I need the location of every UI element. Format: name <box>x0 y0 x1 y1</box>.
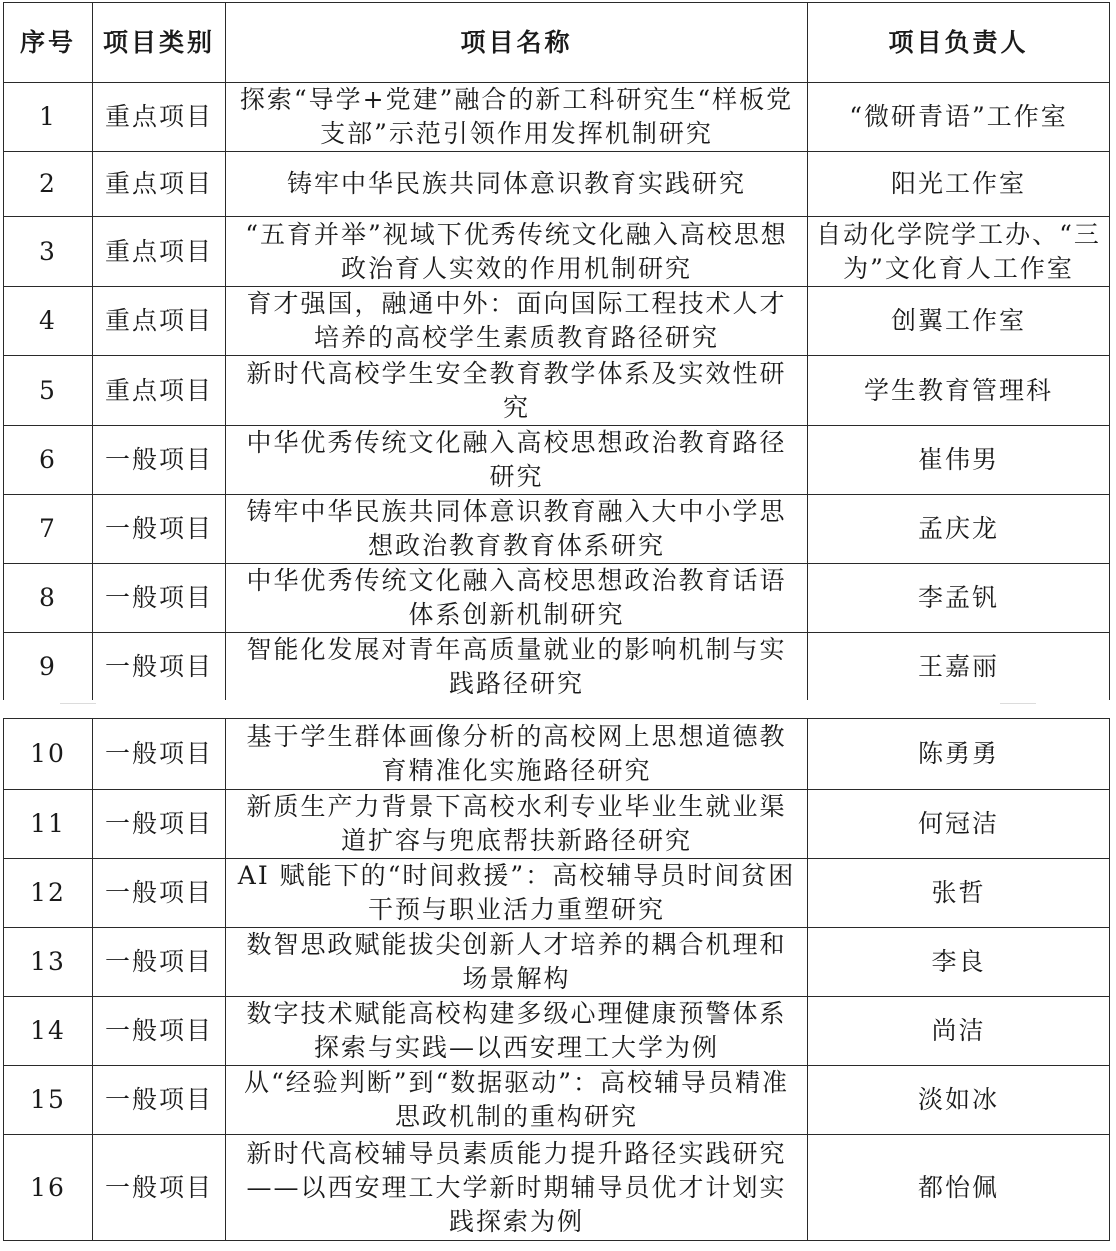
row-index: 1 <box>4 83 93 152</box>
row-index: 15 <box>4 1066 93 1135</box>
row-owner: 阳光工作室 <box>808 152 1110 217</box>
page-break-mark <box>1000 703 1036 704</box>
row-owner: 张哲 <box>808 859 1110 928</box>
row-category: 重点项目 <box>93 83 226 152</box>
row-category: 一般项目 <box>93 1135 226 1241</box>
page-break-mark <box>60 703 96 704</box>
table-row <box>4 217 1110 287</box>
row-index: 2 <box>4 152 93 217</box>
row-name: 铸牢中华民族共同体意识教育融入大中小学思想政治教育教育体系研究 <box>226 495 808 564</box>
table-row <box>4 790 1110 859</box>
table-row <box>4 719 1110 790</box>
row-category: 一般项目 <box>93 564 226 633</box>
table-row <box>4 1135 1110 1241</box>
row-category: 一般项目 <box>93 426 226 495</box>
table-row <box>4 564 1110 633</box>
table-row <box>4 426 1110 495</box>
row-owner: 孟庆龙 <box>808 495 1110 564</box>
row-index: 3 <box>4 217 93 287</box>
row-name: 探索“导学+党建”融合的新工科研究生“样板党支部”示范引领作用发挥机制研究 <box>226 83 808 152</box>
table-row <box>4 152 1110 217</box>
row-owner: “微研青语”工作室 <box>808 83 1110 152</box>
row-owner: 尚洁 <box>808 997 1110 1066</box>
row-index: 7 <box>4 495 93 564</box>
header-row <box>4 3 1110 83</box>
row-index: 11 <box>4 790 93 859</box>
row-index: 4 <box>4 287 93 356</box>
row-category: 重点项目 <box>93 287 226 356</box>
row-category: 一般项目 <box>93 928 226 997</box>
header-index: 序号 <box>4 3 93 83</box>
row-owner: 李孟钒 <box>808 564 1110 633</box>
row-name: 育才强国，融通中外：面向国际工程技术人才培养的高校学生素质教育路径研究 <box>226 287 808 356</box>
row-category: 一般项目 <box>93 633 226 702</box>
row-owner: 创翼工作室 <box>808 287 1110 356</box>
row-index: 5 <box>4 356 93 426</box>
row-name: AI 赋能下的“时间救援”：高校辅导员时间贫困干预与职业活力重塑研究 <box>226 859 808 928</box>
row-index: 13 <box>4 928 93 997</box>
projects-table-part-2 <box>3 718 1110 1241</box>
row-category: 一般项目 <box>93 719 226 790</box>
row-category: 重点项目 <box>93 152 226 217</box>
row-index: 12 <box>4 859 93 928</box>
row-category: 一般项目 <box>93 495 226 564</box>
row-name: 铸牢中华民族共同体意识教育实践研究 <box>226 152 808 217</box>
table-row <box>4 633 1110 702</box>
row-index: 14 <box>4 997 93 1066</box>
row-index: 6 <box>4 426 93 495</box>
row-name: 新质生产力背景下高校水利专业毕业生就业渠道扩容与兜底帮扶新路径研究 <box>226 790 808 859</box>
header-category: 项目类别 <box>93 3 226 83</box>
row-category: 一般项目 <box>93 997 226 1066</box>
page-break <box>0 700 1116 716</box>
row-owner: 陈勇勇 <box>808 719 1110 790</box>
table-row <box>4 495 1110 564</box>
row-name: 中华优秀传统文化融入高校思想政治教育路径研究 <box>226 426 808 495</box>
row-owner: 都怡佩 <box>808 1135 1110 1241</box>
table-row <box>4 287 1110 356</box>
header-owner: 项目负责人 <box>808 3 1110 83</box>
row-name: 中华优秀传统文化融入高校思想政治教育话语体系创新机制研究 <box>226 564 808 633</box>
row-name: 数字技术赋能高校构建多级心理健康预警体系探索与实践—以西安理工大学为例 <box>226 997 808 1066</box>
row-name: 基于学生群体画像分析的高校网上思想道德教育精准化实施路径研究 <box>226 719 808 790</box>
row-owner: 何冠洁 <box>808 790 1110 859</box>
row-name: 从“经验判断”到“数据驱动”：高校辅导员精准思政机制的重构研究 <box>226 1066 808 1135</box>
table-row <box>4 859 1110 928</box>
projects-table-part-1 <box>3 2 1110 702</box>
row-index: 8 <box>4 564 93 633</box>
header-name: 项目名称 <box>226 3 808 83</box>
row-category: 一般项目 <box>93 790 226 859</box>
row-index: 9 <box>4 633 93 702</box>
table-row <box>4 1066 1110 1135</box>
row-category: 一般项目 <box>93 1066 226 1135</box>
row-category: 重点项目 <box>93 217 226 287</box>
table-row <box>4 928 1110 997</box>
table-row <box>4 83 1110 152</box>
row-index: 16 <box>4 1135 93 1241</box>
row-category: 重点项目 <box>93 356 226 426</box>
row-owner: 李良 <box>808 928 1110 997</box>
row-owner: 淡如冰 <box>808 1066 1110 1135</box>
table-row <box>4 356 1110 426</box>
row-category: 一般项目 <box>93 859 226 928</box>
row-owner: 崔伟男 <box>808 426 1110 495</box>
row-name: “五育并举”视域下优秀传统文化融入高校思想政治育人实效的作用机制研究 <box>226 217 808 287</box>
row-owner: 学生教育管理科 <box>808 356 1110 426</box>
row-name: 数智思政赋能拔尖创新人才培养的耦合机理和场景解构 <box>226 928 808 997</box>
row-index: 10 <box>4 719 93 790</box>
table-row <box>4 997 1110 1066</box>
row-name: 新时代高校学生安全教育教学体系及实效性研究 <box>226 356 808 426</box>
row-owner: 自动化学院学工办、“三为”文化育人工作室 <box>808 217 1110 287</box>
row-owner: 王嘉丽 <box>808 633 1110 702</box>
row-name: 新时代高校辅导员素质能力提升路径实践研究——以西安理工大学新时期辅导员优才计划实践探索为例 <box>226 1135 808 1241</box>
row-name: 智能化发展对青年高质量就业的影响机制与实践路径研究 <box>226 633 808 702</box>
